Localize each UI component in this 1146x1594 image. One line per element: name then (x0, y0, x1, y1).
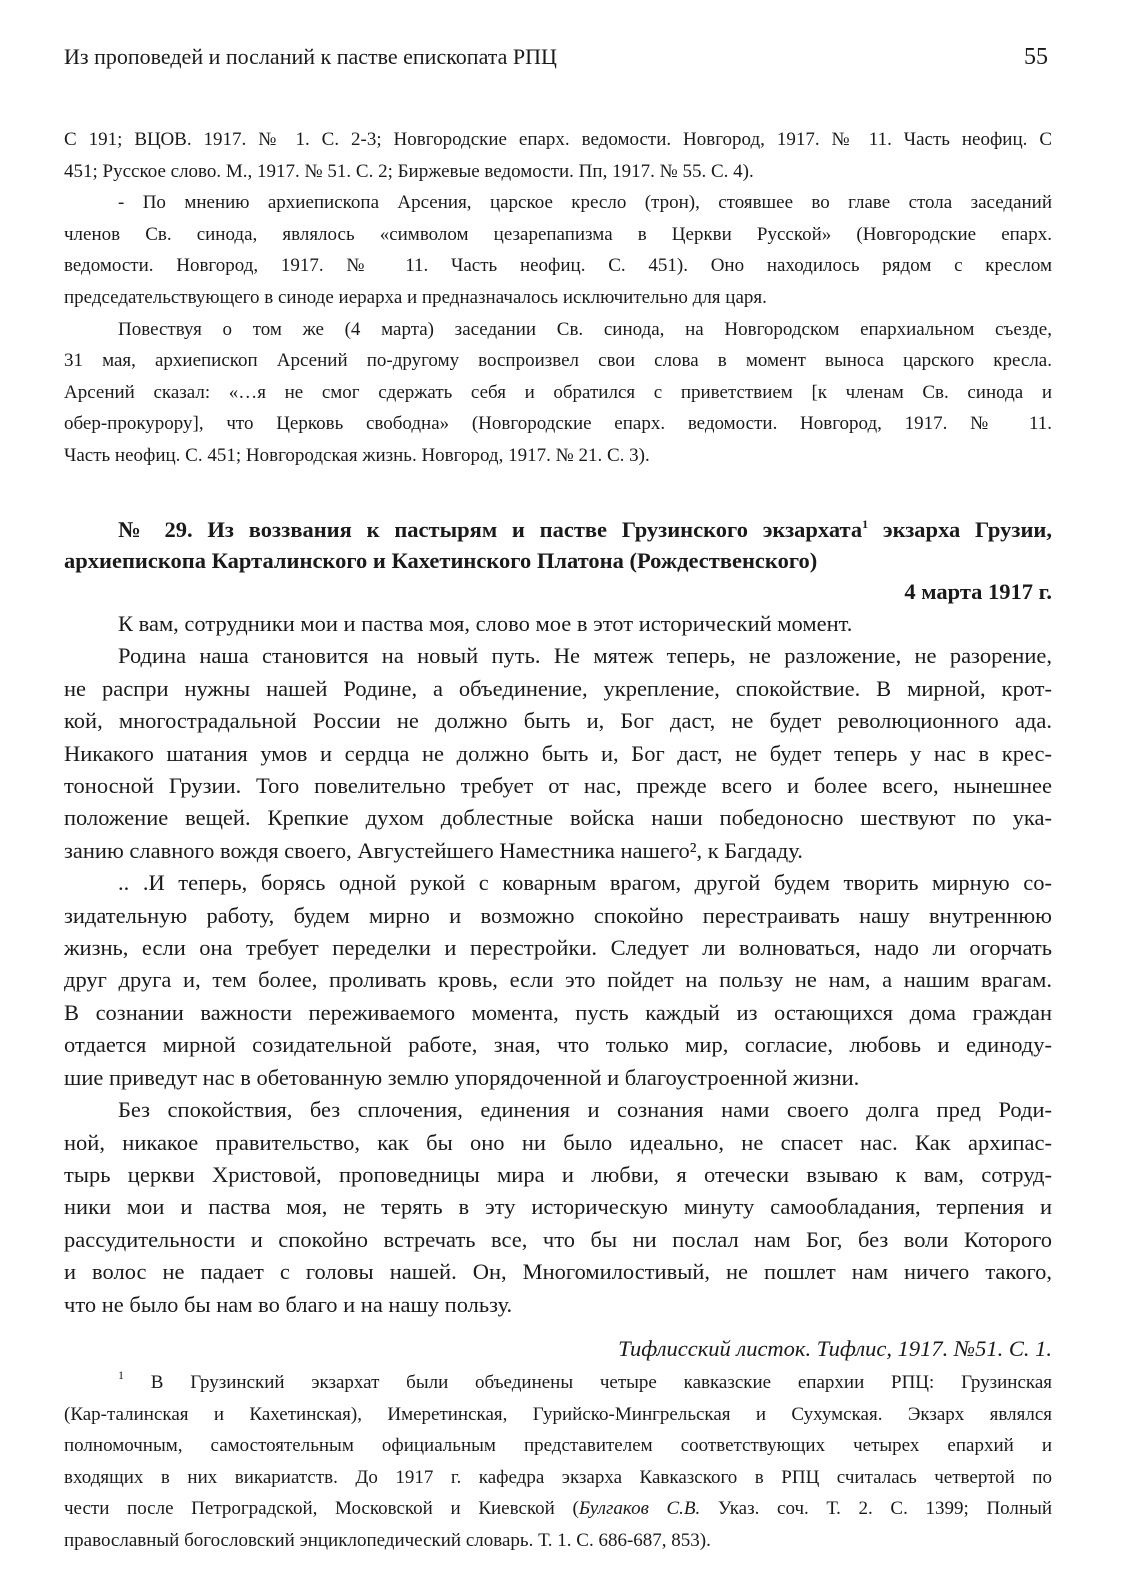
paragraph-line: друг друга и, тем более, проливать кровь, если это пойдет на пользу не нам, а нашим врагам. (64, 967, 1052, 993)
document-heading (64, 514, 1052, 607)
paragraph-line: В сознании важности переживаемого момента, пусть каждый из остающихся дома граждан (64, 999, 1052, 1025)
footnote-line (64, 1493, 1052, 1525)
paragraph-line: ной, никакое правительство, как бы оно ни было идеально, не спасет нас. Как архипас- (64, 1129, 1052, 1155)
paragraph-line: рассудительности и спокойно встречать все, что бы ни послал нам Бог, без воли Которого (64, 1226, 1052, 1252)
paragraph-line: ники мои и паства моя, не терять в эту историческую минуту самообладания, терпения и (64, 1194, 1052, 1220)
paragraph-line: тырь церкви Христовой, проповедницы мира и любви, я отечески взываю к вам, сотруд- (64, 1161, 1052, 1187)
footnote-ref[interactable]: 1 (862, 517, 869, 531)
footnote-line: (Кар-талинская и Кахетинская), Имеретинская, Гурийско-Мингрельская и Сухумская. Экзарх являлся (64, 1403, 1052, 1425)
footnote-line (64, 1367, 1052, 1399)
paragraph-line: зидательную работу, будем мирно и возможно спокойно перестраивать нашу внутреннюю (64, 902, 1052, 928)
paragraph-line: отдается мирной созидательной работе, зная, что только мир, согласие, любовь и единоду- (64, 1032, 1052, 1058)
footnote-text: чести после Петроградской, Московской и Киевской ( (64, 1498, 579, 1520)
footnote-line: православный богословский энциклопедический словарь. Т. 1. С. 686-687, 853). (64, 1529, 711, 1551)
note-line: Повествуя о том же (4 марта) заседании Св. синода, на Новгородском епархиальном съезде, (118, 318, 1052, 340)
paragraph-line: положение вещей. Крепкие духом доблестные войска наши победоносно шествуют по ука- (64, 805, 1052, 831)
document-title-line-2: архиепископа Карталинского и Кахетинского Платона (Рождественского) (64, 548, 818, 573)
paragraph-line: занию славного вождя своего, Августейшего Наместника нашего², к Багдаду. (64, 837, 803, 863)
note-line: ведомости. Новгород, 1917. № 11. Часть неофиц. С. 451). Оно находилось рядом с креслом (64, 255, 1052, 277)
preceding-notes (64, 124, 1052, 472)
note-line: 451; Русское слово. М., 1917. № 51. С. 2; Биржевые ведомости. Пп, 1917. № 55. С. 4). (64, 160, 754, 182)
footnote-line: входящих в них викариатств. До 1917 г. кафедра экзарха Кавказского в РПЦ считалась четвертой по (64, 1466, 1052, 1488)
paragraph-line: и волос не падает с головы нашей. Он, Многомилостивый, не пошлет нам ничего такого, (64, 1259, 1052, 1285)
title-text: экзарха Грузии, (868, 517, 1052, 542)
note-line: С 191; ВЦОВ. 1917. № 1. С. 2-3; Новгородские епарх. ведомости. Новгород, 1917. № 11. Часть неофиц. С (64, 129, 1052, 150)
footnote-author: Булгаков С.В. (578, 1498, 701, 1520)
paragraph-line: не распри нужны нашей Родине, а объединение, укрепление, спокойствие. В мирной, крот- (64, 675, 1052, 701)
title-text: № 29. Из воззвания к пастырям и пастве Грузинского экзархата (118, 517, 863, 542)
document-body (64, 608, 1052, 1321)
paragraph-line: шие приведут нас в обетованную землю упорядоченной и благоустроенной жизни. (64, 1064, 860, 1090)
page-number: 55 (1024, 44, 1048, 70)
paragraph-line: что не было бы нам во благо и на нашу пользу. (64, 1291, 513, 1317)
paragraph-line: жизнь, если она требует переделки и перестройки. Следует ли волноваться, надо ли огорчать (64, 935, 1052, 961)
footnote-line: полномочным, самостоятельным официальным представителем соответствующих четырех епархий и (64, 1435, 1052, 1457)
note-line: 31 мая, архиепископ Арсений по-другому воспроизвел свои слова в момент выноса царского кресла. (64, 350, 1052, 372)
paragraph-line: К вам, сотрудники мои и паства моя, слово мое в этот исторический момент. (118, 611, 853, 636)
note-line: Арсений сказал: «…я не смог сдержать себя и обратился с приветствием [к членам Св. синода и (64, 381, 1052, 403)
note-line: председательствующего в синоде иерарха и предназначалось исключительно для царя. (64, 286, 767, 308)
footnote-text: Указ. соч. Т. 2. С. 1399; Полный (700, 1498, 1053, 1520)
paragraph-line: Родина наша становится на новый путь. Не мятеж теперь, не разложение, не разорение, (118, 643, 1052, 669)
paragraph-line: .. .И теперь, борясь одной рукой с коварным врагом, другой будем творить мирную со- (118, 870, 1052, 896)
footnote-text: В Грузинский экзархат были объединены четыре кавказские епархии РПЦ: Грузинская (150, 1372, 1052, 1393)
note-line: Часть неофиц. С. 451; Новгородская жизнь. Новгород, 1917. № 21. С. 3). (64, 444, 650, 466)
running-title: Из проповедей и посланий к пастве епископата РПЦ (64, 44, 557, 69)
paragraph-line: Без спокойствия, без сплочения, единения и сознания нами своего долга пред Роди- (118, 1097, 1052, 1123)
note-line: обер-прокурору], что Церковь свободна» (Новгородские епарх. ведомости. Новгород, 1917. № 11. (64, 413, 1052, 435)
paragraph-line: Никакого шатания умов и сердца не должно быть и, Бог даст, не будет теперь у нас в крес- (64, 740, 1052, 766)
footnote-mark: 1 (118, 1368, 124, 1382)
running-header (64, 44, 1048, 71)
paragraph-line: кой, многострадальной России не должно быть и, Бог даст, не будет революционного ада. (64, 708, 1052, 734)
footnote (64, 1367, 1052, 1557)
note-line: членов Св. синода, являлось «символом цезарепапизма в Церкви Русской» (Новгородские епарх. (64, 223, 1052, 245)
document-date: 4 марта 1917 г. (904, 579, 1052, 604)
paragraph-line: тоносной Грузии. Того повелительно требует от нас, прежде всего и более всего, нынешнее (64, 773, 1052, 799)
note-line: - По мнению архиепископа Арсения, царское кресло (трон), стоявшее во главе стола заседаний (118, 192, 1052, 214)
source-citation: Тифлисский листок. Тифлис, 1917. №51. С. 1. (618, 1336, 1052, 1361)
document-title-line-1 (64, 514, 1052, 545)
